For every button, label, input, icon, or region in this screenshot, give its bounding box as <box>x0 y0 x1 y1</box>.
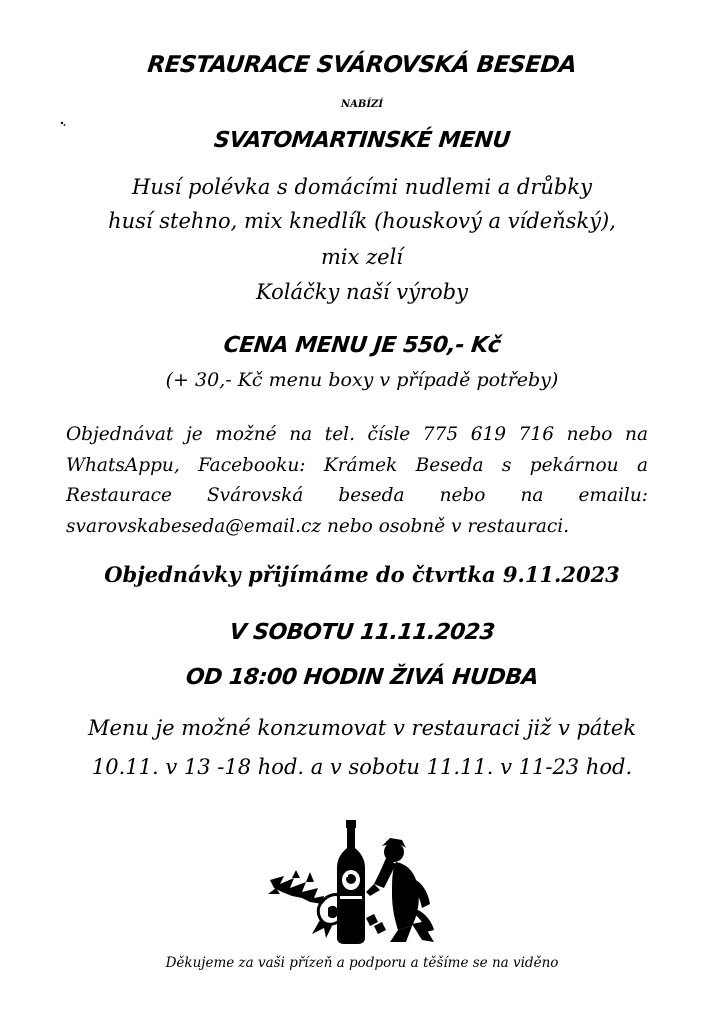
menu-item-soup: Husí polévka s domácími nudlemi a drůbky <box>132 175 592 199</box>
availability-line-2: 10.11. v 13 -18 hod. a v sobotu 11.11. v 11-23 hod. <box>91 755 633 779</box>
st-martin-wine-goose-icon <box>262 818 462 946</box>
menu-item-cabbage: mix zelí <box>320 245 404 269</box>
ordering-info: Objednávat je možné na tel. čísle 775 619 716 nebo na WhatsAppu, Facebooku: Krámek Beseda s pekárnou a Restaurace Svárovská beseda nebo na emailu: svarovskabeseda@email.cz nebo osobně v restauraci. <box>66 424 648 537</box>
thank-you-note: Děkujeme za vaši přízeň a podporu a těšíme se na viděno <box>165 955 559 971</box>
live-music-line: OD 18:00 HODIN ŽIVÁ HUDBA <box>184 665 540 690</box>
offers-label: NABÍZÍ <box>340 99 383 110</box>
box-surcharge-note: (+ 30,- Kč menu boxy v případě potřeby) <box>165 369 559 391</box>
event-date: V SOBOTU 11.11.2023 <box>228 620 496 645</box>
restaurant-title: RESTAURACE SVÁROVSKÁ BESEDA <box>146 52 578 78</box>
availability-line-1: Menu je možné konzumovat v restauraci již v pátek <box>87 716 637 740</box>
menu-title: SVATOMARTINSKÉ MENU <box>212 128 512 153</box>
order-deadline: Objednávky přijímáme do čtvrtka 9.11.2023 <box>104 562 620 587</box>
menu-item-main: husí stehno, mix knedlík (houskový a vídeňský), <box>108 209 616 233</box>
menu-price: CENA MENU JE 550,- Kč <box>222 333 502 358</box>
ink-speck-icon <box>60 121 66 127</box>
menu-item-dessert: Koláčky naší výroby <box>256 280 468 304</box>
